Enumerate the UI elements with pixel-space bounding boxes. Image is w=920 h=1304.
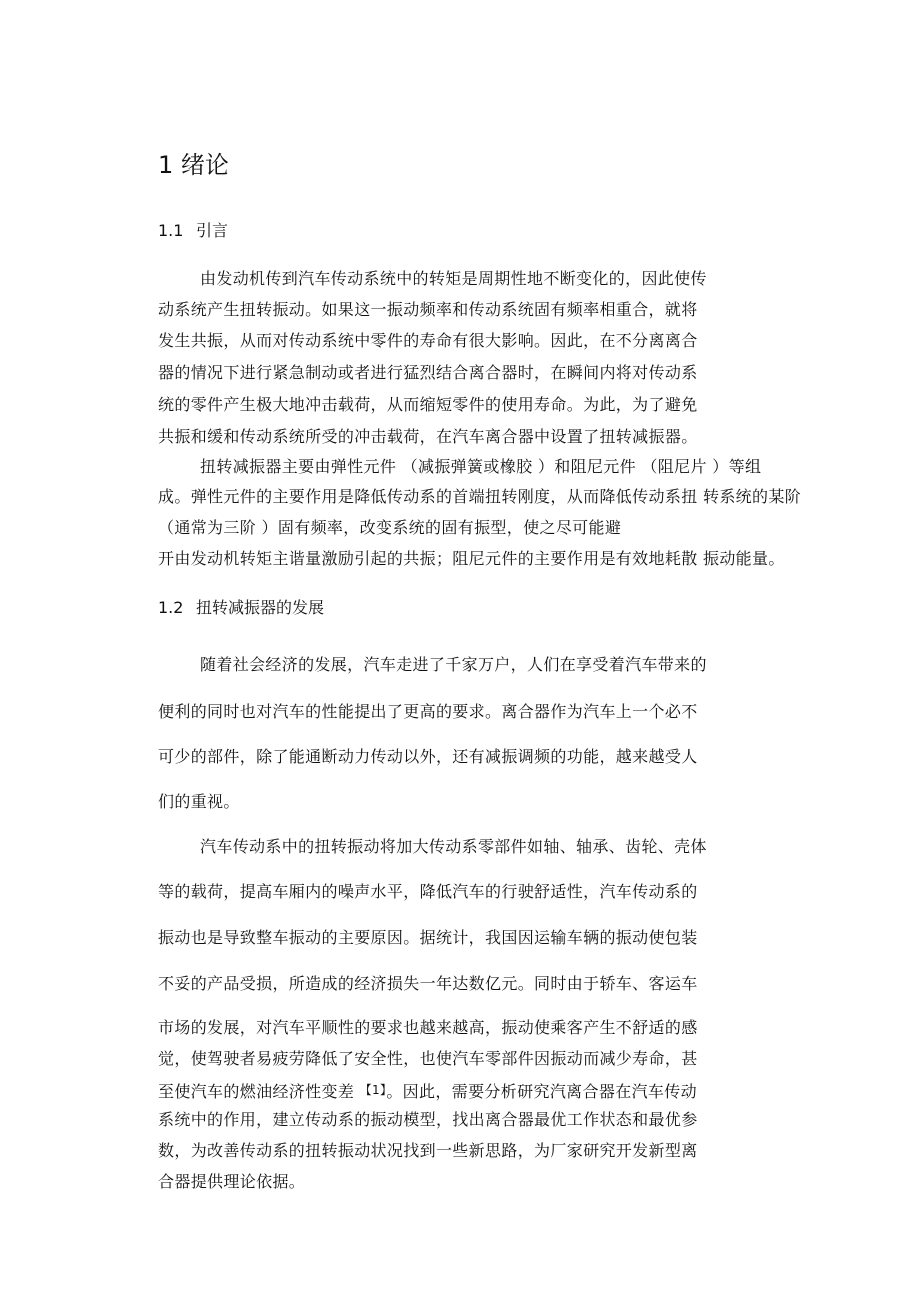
section-heading: [158, 221, 228, 241]
section-heading: [158, 598, 324, 618]
paragraph-text: 至使汽车的燃油经济性变差: [158, 1082, 360, 1101]
paragraph-line: 便利的同时也对汽车的性能提出了更高的要求。离合器作为汽车上一个必不: [158, 702, 698, 721]
paragraph-line: [158, 1080, 697, 1102]
paragraph-line: 们的重视。: [158, 792, 240, 811]
section-title: 引言: [196, 221, 229, 240]
paragraph-line: 共振和缓和传动系统所受的冲击载荷，在汽车离合器中设置了扭转减振器。: [158, 427, 698, 446]
chapter-title: 1 绪论: [158, 151, 229, 179]
paragraph-line: 数，为改善传动系的扭转振动状况找到一些新思路，为厂家研究开发新型离: [158, 1141, 698, 1160]
section-number: 1.1: [158, 221, 184, 240]
paragraph-line: 动系统产生扭转振动。如果这一振动频率和传动系统固有频率相重合，就将: [158, 300, 698, 319]
paragraph-line: 开由发动机转矩主谐量激励引起的共振；阻尼元件的主要作用是有效地耗散 振动能量。: [158, 549, 785, 568]
paragraph-line: 系统中的作用，建立传动系的振动模型，找出离合器最优工作状态和最优参: [158, 1110, 698, 1129]
paragraph-line: 可少的部件，除了能通断动力传动以外，还有减振调频的功能，越来越受人: [158, 747, 698, 766]
citation-reference[interactable]: 【1】: [359, 1083, 387, 1097]
paragraph-line: 成。弹性元件的主要作用是降低传动系的首端扭转刚度，从而降低传动系扭 转系统的某阶: [158, 487, 802, 506]
paragraph-line: 不妥的产品受损，所造成的经济损失一年达数亿元。同时由于轿车、客运车: [158, 974, 698, 993]
paragraph-line: （通常为三阶 ）固有频率，改变系统的固有振型，使之尽可能避: [158, 518, 622, 537]
paragraph-line: 汽车传动系中的扭转振动将加大传动系零部件如轴、轴承、齿轮、壳体: [200, 837, 707, 856]
paragraph-line: 振动也是导致整车振动的主要原因。据统计，我国因运输车辆的振动使包装: [158, 928, 698, 947]
paragraph-line: 扭转减振器主要由弹性元件 （减振弹簧或橡胶 ）和阻尼元件 （阻尼片 ）等组: [200, 457, 762, 476]
paragraph-line: 等的载荷，提高车厢内的噪声水平，降低汽车的行驶舒适性，汽车传动系的: [158, 882, 698, 901]
paragraph-line: 统的零件产生极大地冲击载荷，从而缩短零件的使用寿命。为此，为了避免: [158, 395, 698, 414]
paragraph-line: 由发动机传到汽车传动系统中的转矩是周期性地不断变化的，因此使传: [200, 269, 707, 288]
paragraph-line: 合器提供理论依据。: [158, 1172, 306, 1191]
paragraph-line: 随着社会经济的发展，汽车走进了千家万户，人们在享受着汽车带来的: [200, 655, 707, 674]
paragraph-line: 发生共振，从而对传动系统中零件的寿命有很大影响。因此，在不分离离合: [158, 331, 698, 350]
paragraph-line: 器的情况下进行紧急制动或者进行猛烈结合离合器时，在瞬间内将对传动系: [158, 363, 698, 382]
section-number: 1.2: [158, 598, 184, 617]
paragraph-line: 市场的发展，对汽车平顺性的要求也越来越高，振动使乘客产生不舒适的感: [158, 1018, 698, 1037]
section-title: 扭转减振器的发展: [196, 598, 325, 617]
paragraph-line: 觉，使驾驶者易疲劳降低了安全性，也使汽车零部件因振动而减少寿命，甚: [158, 1049, 698, 1068]
paragraph-text: 。因此，需要分析研究汽离合器在汽车传动: [386, 1082, 697, 1101]
